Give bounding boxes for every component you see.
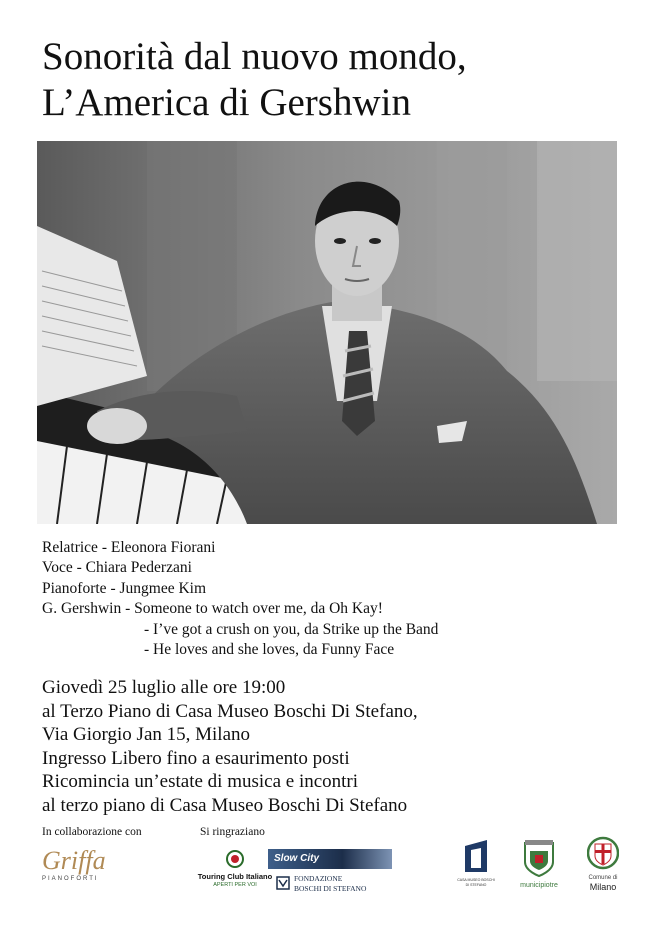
credit-song-3: - He loves and she loves, da Funny Face — [144, 640, 395, 658]
slow-city-text: Slow City — [274, 853, 320, 864]
event-details — [42, 676, 418, 818]
casa-museo-text: CASA MUSEO BOSCHI DI STEFANO — [457, 878, 495, 887]
event-entry: Ingresso Libero fino a esaurimento posti — [42, 747, 350, 769]
event-note-2: al terzo piano di Casa Museo Boschi Di Stefano — [42, 794, 408, 816]
event-note-1: Ricomincia un’estate di musica e incontri — [42, 771, 359, 793]
credit-song-1: G. Gershwin - Someone to watch over me, da Oh Kay! — [42, 600, 383, 618]
fondazione-emblem-icon — [276, 876, 290, 890]
title-line-1: Sonorità dal nuovo mondo, — [42, 35, 467, 78]
credits-block — [42, 538, 438, 660]
fondazione-logo — [276, 874, 396, 896]
touring-club-name: Touring Club Italiano — [197, 872, 273, 881]
credit-piano: Pianoforte - Jungmee Kim — [42, 579, 207, 597]
event-date: Giovedì 25 luglio alle ore 19:00 — [42, 677, 286, 698]
touring-club-sub: APERTI PER VOI — [213, 882, 257, 888]
title-line-2: L’America di Gershwin — [42, 81, 411, 124]
casa-museo-logo — [456, 838, 496, 888]
thanks-label: Si ringraziano — [200, 826, 265, 838]
credit-song-2: - I’ve got a crush on you, da Strike up the Band — [144, 620, 439, 638]
poster-title — [42, 34, 642, 126]
milano-crest-icon — [587, 836, 619, 870]
event-venue: al Terzo Piano di Casa Museo Boschi Di Stefano, — [42, 700, 418, 722]
comune-milano-logo — [578, 836, 628, 894]
slow-city-banner — [268, 849, 392, 869]
municipio-text: municipiotre — [520, 882, 558, 889]
griffa-logo-sub: PIANOFORTI — [42, 876, 99, 882]
municipio-shield-icon — [522, 838, 556, 878]
comune-line-2: Milano — [589, 882, 617, 892]
municipio-tre-logo — [514, 838, 564, 890]
credit-speaker: Relatrice - Eleonora Fiorani — [42, 539, 216, 556]
touring-club-logo — [196, 850, 274, 894]
gershwin-photo — [37, 141, 617, 524]
fondazione-line-1: FONDAZIONE — [294, 874, 343, 883]
griffa-logo — [42, 846, 122, 892]
touring-club-emblem-icon — [226, 850, 244, 868]
collaboration-label: In collaborazione con — [42, 826, 142, 838]
casa-museo-emblem-icon — [461, 838, 491, 874]
griffa-logo-text: Griffa — [42, 846, 106, 875]
comune-line-1: Comune di — [588, 875, 618, 881]
event-address: Via Giorgio Jan 15, Milano — [42, 724, 251, 746]
credit-voice: Voce - Chiara Pederzani — [42, 559, 192, 577]
fondazione-line-2: BOSCHI DI STEFANO — [294, 884, 367, 893]
